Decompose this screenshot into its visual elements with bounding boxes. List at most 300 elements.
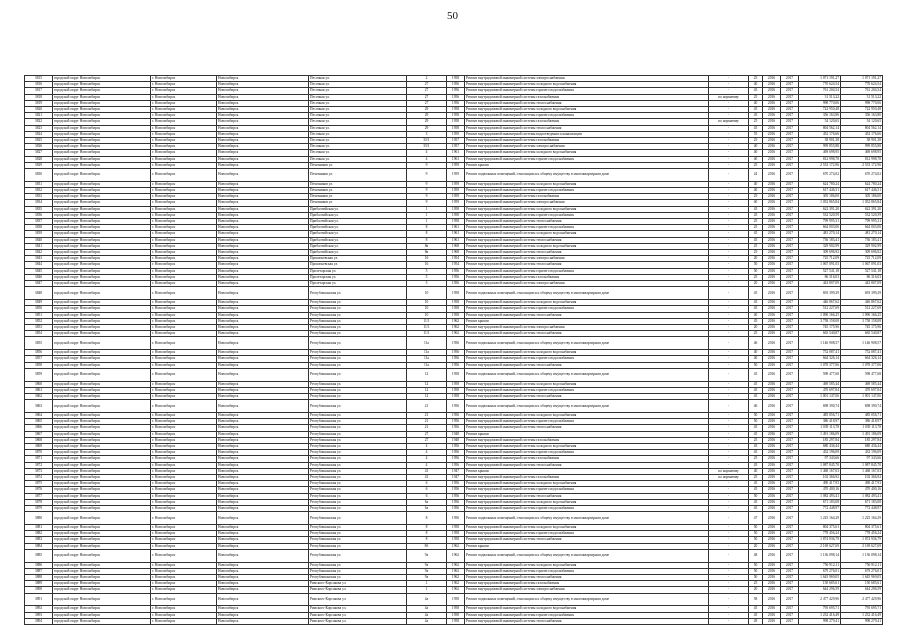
end-year: 2017 — [781, 131, 799, 137]
end-year: 2017 — [781, 481, 799, 487]
total-cost: 812 998,78 — [841, 156, 883, 162]
build-year: 1958 — [447, 524, 465, 530]
cost: 622 391,20 — [799, 206, 841, 212]
municipality: городской округ Новосибирск — [53, 131, 151, 137]
end-year: 2017 — [781, 188, 799, 194]
locality: Новосибирск — [217, 593, 309, 606]
table-row — [25, 368, 883, 381]
cost: 1 052 865,84 — [799, 200, 841, 206]
end-year: 2017 — [781, 206, 799, 212]
wear-percent: 25 — [749, 456, 763, 462]
end-year: 2017 — [781, 225, 799, 231]
table-row — [25, 119, 883, 125]
settlement: г. Новосибирск — [151, 468, 217, 474]
wear-percent: 25 — [749, 119, 763, 125]
row-number: 3848 — [25, 287, 53, 300]
street: Республиканская ул. — [309, 368, 407, 381]
table-row — [25, 549, 883, 562]
end-year: 2017 — [781, 381, 799, 387]
row-number: 3854 — [25, 331, 53, 337]
municipality: городской округ Новосибирск — [53, 169, 151, 182]
row-number: 3820 — [25, 107, 53, 113]
settlement: г. Новосибирск — [151, 100, 217, 106]
cost: 1 039 113,78 — [799, 425, 841, 431]
cost: 1 874 936,79 — [799, 537, 841, 543]
settlement: г. Новосибирск — [151, 612, 217, 618]
municipality: городской округ Новосибирск — [53, 524, 151, 530]
start-year: 2016 — [763, 419, 781, 425]
row-number: 3870 — [25, 450, 53, 456]
settlement: г. Новосибирск — [151, 524, 217, 530]
norm-value: - — [709, 300, 749, 306]
settlement: г. Новосибирск — [151, 462, 217, 468]
street: Республиканская ул. — [309, 393, 407, 399]
municipality: городской округ Новосибирск — [53, 94, 151, 100]
house-number: 2 — [407, 76, 447, 82]
table-row — [25, 393, 883, 399]
wear-percent: 45 — [749, 287, 763, 300]
wear-percent: 45 — [749, 606, 763, 612]
house-number: 29 — [407, 125, 447, 131]
wear-percent: 25 — [749, 243, 763, 249]
street: Прибалтийская ул. — [309, 225, 407, 231]
row-number: 3835 — [25, 206, 53, 212]
table-row — [25, 487, 883, 493]
norm-value: - — [709, 331, 749, 337]
work-type: Ремонт внутридомовой инженерной системы водоотведения и канализации — [465, 131, 709, 137]
row-number: 3882 — [25, 531, 53, 537]
total-cost: 693 399,29 — [841, 287, 883, 300]
house-number: 9 — [407, 200, 447, 206]
build-year: 1962 — [447, 587, 465, 593]
wear-percent: 45 — [749, 393, 763, 399]
build-year: 1958 — [447, 306, 465, 312]
row-number: 3855 — [25, 337, 53, 350]
house-number: 9 — [407, 194, 447, 200]
cost: 761 204,54 — [799, 88, 841, 94]
cost: 31 513,22 — [799, 94, 841, 100]
table-row — [25, 281, 883, 287]
total-cost: 598 477,68 — [841, 368, 883, 381]
wear-percent: 20 — [749, 587, 763, 593]
end-year: 2017 — [781, 612, 799, 618]
settlement: г. Новосибирск — [151, 593, 217, 606]
build-year: 1956 — [447, 362, 465, 368]
settlement: г. Новосибирск — [151, 350, 217, 356]
total-cost: 532 520,59 — [841, 212, 883, 218]
locality: Новосибирск — [217, 362, 309, 368]
table-row — [25, 237, 883, 243]
total-cost: 795 695,71 — [841, 606, 883, 612]
municipality: городской округ Новосибирск — [53, 250, 151, 256]
end-year: 2017 — [781, 505, 799, 511]
municipality: городской округ Новосибирск — [53, 499, 151, 505]
municipality: городской округ Новосибирск — [53, 437, 151, 443]
cost: 598 477,68 — [799, 368, 841, 381]
street: Республиканская ул. — [309, 362, 407, 368]
build-year: 1961 — [447, 231, 465, 237]
settlement: г. Новосибирск — [151, 144, 217, 150]
end-year: 2017 — [781, 82, 799, 88]
municipality: городской округ Новосибирск — [53, 156, 151, 162]
municipality: городской округ Новосибирск — [53, 300, 151, 306]
work-type: Ремонт внутридомовой инженерной системы горячего водоснабжения — [465, 225, 709, 231]
start-year: 2016 — [763, 481, 781, 487]
municipality: городской округ Новосибирск — [53, 219, 151, 225]
house-number: 8в — [407, 243, 447, 249]
settlement: г. Новосибирск — [151, 262, 217, 268]
locality: Новосибирск — [217, 431, 309, 437]
locality: Новосибирск — [217, 125, 309, 131]
row-number: 3832 — [25, 188, 53, 194]
cost: 329 902,99 — [799, 243, 841, 249]
end-year: 2017 — [781, 462, 799, 468]
work-type: Ремонт внутридомовой инженерной системы теплоснабжения — [465, 312, 709, 318]
row-number: 3873 — [25, 468, 53, 474]
wear-percent: 55 — [749, 131, 763, 137]
row-number: 3822 — [25, 119, 53, 125]
table-row — [25, 206, 883, 212]
end-year: 2017 — [781, 125, 799, 131]
end-year: 2017 — [781, 262, 799, 268]
start-year: 2016 — [763, 144, 781, 150]
table-row — [25, 243, 883, 249]
municipality: городской округ Новосибирск — [53, 76, 151, 82]
locality: Новосибирск — [217, 462, 309, 468]
table-row — [25, 169, 883, 182]
settlement: г. Новосибирск — [151, 568, 217, 574]
build-year: 1958 — [447, 612, 465, 618]
work-type: Ремонт внутридомовой инженерной системы газоснабжения — [465, 94, 709, 100]
build-year: 1957 — [447, 138, 465, 144]
table-row — [25, 318, 883, 324]
start-year: 2016 — [763, 237, 781, 243]
settlement: г. Новосибирск — [151, 437, 217, 443]
street: Республиканская ул. — [309, 381, 407, 387]
house-number: 1 — [407, 206, 447, 212]
house-number: 8 — [407, 512, 447, 525]
row-number: 3816 — [25, 82, 53, 88]
municipality: городской округ Новосибирск — [53, 237, 151, 243]
norm-value: - — [709, 212, 749, 218]
end-year: 2017 — [781, 107, 799, 113]
work-type: Ремонт внутридомовой инженерной системы теплоснабжения — [465, 362, 709, 368]
street: Прибалтийская ул. — [309, 250, 407, 256]
street: Республиканская ул. — [309, 450, 407, 456]
settlement: г. Новосибирск — [151, 219, 217, 225]
work-type: Ремонт внутридомовой инженерной системы теплоснабжения — [465, 262, 709, 268]
start-year: 2016 — [763, 393, 781, 399]
total-cost: 309 696,92 — [841, 250, 883, 256]
house-number: 41 — [407, 468, 447, 474]
total-cost: 680 436,44 — [841, 443, 883, 449]
house-number: 1 — [407, 219, 447, 225]
house-number: 29 — [407, 107, 447, 113]
wear-percent: 45 — [749, 481, 763, 487]
locality: Новосибирск — [217, 156, 309, 162]
start-year: 2016 — [763, 443, 781, 449]
street: Республиканская ул. — [309, 574, 407, 580]
house-number: 6а — [407, 505, 447, 511]
settlement: г. Новосибирск — [151, 493, 217, 499]
house-number: 29 — [407, 119, 447, 125]
work-type: Ремонт внутридомовой инженерной системы горячего водоснабжения — [465, 568, 709, 574]
municipality: городской округ Новосибирск — [53, 100, 151, 106]
total-cost: 470 697,84 — [841, 387, 883, 393]
end-year: 2017 — [781, 156, 799, 162]
end-year: 2017 — [781, 318, 799, 324]
build-year: 1956 — [447, 350, 465, 356]
total-cost: 490 417,93 — [841, 481, 883, 487]
house-number: 11а — [407, 350, 447, 356]
work-type: Ремонт внутридомовой инженерной системы теплоснабжения — [465, 537, 709, 543]
wear-percent: 20 — [749, 324, 763, 330]
wear-percent: 45 — [749, 107, 763, 113]
build-year: 1959 — [447, 162, 465, 168]
municipality: городской округ Новосибирск — [53, 512, 151, 525]
norm-value: - — [709, 194, 749, 200]
cost: 665 540,87 — [799, 331, 841, 337]
street: Песочная ул. — [309, 113, 407, 119]
total-cost: 1 071 191,27 — [841, 76, 883, 82]
total-cost: 356 163,86 — [841, 113, 883, 119]
start-year: 2016 — [763, 381, 781, 387]
row-number: 3872 — [25, 462, 53, 468]
house-number: 9а — [407, 568, 447, 574]
street: Республиканская ул. — [309, 431, 407, 437]
end-year: 2017 — [781, 474, 799, 480]
street: Республиканская ул. — [309, 487, 407, 493]
work-type: Ремонт внутридомовой инженерной системы холодного водоснабжения — [465, 499, 709, 505]
end-year: 2017 — [781, 606, 799, 612]
start-year: 2016 — [763, 113, 781, 119]
locality: Новосибирск — [217, 113, 309, 119]
house-number: 3 — [407, 131, 447, 137]
street: Песочная ул. — [309, 119, 407, 125]
start-year: 2016 — [763, 287, 781, 300]
start-year: 2016 — [763, 300, 781, 306]
cost: 745 175,96 — [799, 324, 841, 330]
row-number: 3884 — [25, 543, 53, 549]
norm-value: - — [709, 487, 749, 493]
house-number: 8б — [407, 543, 447, 549]
row-number: 3852 — [25, 318, 53, 324]
start-year: 2016 — [763, 162, 781, 168]
row-number: 3839 — [25, 231, 53, 237]
house-number: 8 — [407, 524, 447, 530]
build-year: 1956 — [447, 88, 465, 94]
municipality: городской округ Новосибирск — [53, 225, 151, 231]
municipality: городской округ Новосибирск — [53, 125, 151, 131]
cost: 795 695,71 — [799, 606, 841, 612]
cost: 664 003,06 — [799, 225, 841, 231]
wear-percent: 45 — [749, 431, 763, 437]
end-year: 2017 — [781, 581, 799, 587]
work-type: Ремонт внутридомовой инженерной системы теплоснабжения — [465, 493, 709, 499]
wear-percent: 25 — [749, 274, 763, 280]
wear-percent: 40 — [749, 468, 763, 474]
build-year: 1958 — [447, 312, 465, 318]
row-number: 3869 — [25, 443, 53, 449]
settlement: г. Новосибирск — [151, 113, 217, 119]
cost: 1 082 493,41 — [799, 493, 841, 499]
norm-value: - — [709, 131, 749, 137]
wear-percent: 40 — [749, 144, 763, 150]
locality: Новосибирск — [217, 524, 309, 530]
total-cost: 1 090 166,25 — [841, 312, 883, 318]
house-number: 12 — [407, 368, 447, 381]
norm-value: - — [709, 200, 749, 206]
build-year: 1956 — [447, 419, 465, 425]
house-number: 8 — [407, 225, 447, 231]
cost: 679 276,01 — [799, 568, 841, 574]
cost: 644 296,59 — [799, 587, 841, 593]
settlement: г. Новосибирск — [151, 287, 217, 300]
build-year: 1956 — [447, 456, 465, 462]
wear-percent: 40 — [749, 200, 763, 206]
end-year: 2017 — [781, 237, 799, 243]
work-type: Ремонт крыши — [465, 468, 709, 474]
start-year: 2016 — [763, 331, 781, 337]
settlement: г. Новосибирск — [151, 194, 217, 200]
total-cost: 446 867,62 — [841, 300, 883, 306]
table-row — [25, 499, 883, 505]
settlement: г. Новосибирск — [151, 474, 217, 480]
table-row — [25, 250, 883, 256]
cost: 1 645 969,05 — [799, 574, 841, 580]
settlement: г. Новосибирск — [151, 119, 217, 125]
wear-percent: 45 — [749, 487, 763, 493]
locality: Новосибирск — [217, 499, 309, 505]
work-type: Ремонт внутридомовой инженерной системы холодного водоснабжения — [465, 107, 709, 113]
start-year: 2016 — [763, 131, 781, 137]
house-number: 8в — [407, 250, 447, 256]
municipality: городской округ Новосибирск — [53, 443, 151, 449]
municipality: городской округ Новосибирск — [53, 306, 151, 312]
row-number: 3861 — [25, 387, 53, 393]
work-type: Ремонт внутридомовой инженерной системы холодного водоснабжения — [465, 231, 709, 237]
start-year: 2016 — [763, 268, 781, 274]
wear-percent: 20 — [749, 543, 763, 549]
street: Республиканская ул. — [309, 456, 407, 462]
work-type: Ремонт внутридомовой инженерной системы газоснабжения — [465, 581, 709, 587]
wear-percent: 45 — [749, 306, 763, 312]
work-type: Ремонт подвальных помещений, относящихся к общему имуществу в многоквартирном доме — [465, 287, 709, 300]
build-year: 1956 — [447, 400, 465, 413]
end-year: 2017 — [781, 100, 799, 106]
street: Песочная ул. — [309, 100, 407, 106]
start-year: 2016 — [763, 362, 781, 368]
build-year: 1956 — [447, 443, 465, 449]
municipality: городской округ Новосибирск — [53, 381, 151, 387]
total-cost: 1 225 164,29 — [841, 512, 883, 525]
table-row — [25, 212, 883, 218]
wear-percent: 25 — [749, 162, 763, 168]
norm-value: - — [709, 419, 749, 425]
norm-value: - — [709, 138, 749, 144]
work-type: Ремонт подвальных помещений, относящихся к общему имуществу в многоквартирном доме — [465, 549, 709, 562]
work-type: Ремонт внутридомовой инженерной системы газоснабжения — [465, 274, 709, 280]
municipality: городской округ Новосибирск — [53, 425, 151, 431]
house-number: 29 — [407, 113, 447, 119]
row-number: 3857 — [25, 356, 53, 362]
house-number: 27 — [407, 100, 447, 106]
build-year: 1959 — [447, 188, 465, 194]
row-number: 3856 — [25, 350, 53, 356]
municipality: городской округ Новосибирск — [53, 350, 151, 356]
cost: 452 176,66 — [799, 131, 841, 137]
end-year: 2017 — [781, 368, 799, 381]
settlement: г. Новосибирск — [151, 412, 217, 418]
norm-value: - — [709, 324, 749, 330]
settlement: г. Новосибирск — [151, 400, 217, 413]
locality: Новосибирск — [217, 400, 309, 413]
build-year: 1958 — [447, 537, 465, 543]
locality: Новосибирск — [217, 231, 309, 237]
cost: 998 770,06 — [799, 100, 841, 106]
total-cost: 329 902,99 — [841, 243, 883, 249]
municipality: городской округ Новосибирск — [53, 487, 151, 493]
locality: Новосибирск — [217, 250, 309, 256]
end-year: 2017 — [781, 231, 799, 237]
municipality: городской округ Новосибирск — [53, 562, 151, 568]
start-year: 2016 — [763, 356, 781, 362]
house-number: 1 — [407, 581, 447, 587]
norm-value: - — [709, 387, 749, 393]
cost: 664 326,14 — [799, 356, 841, 362]
norm-value: - — [709, 512, 749, 525]
wear-percent: 45 — [749, 231, 763, 237]
street: Пролетарская ул. — [309, 281, 407, 287]
wear-percent: 50 — [749, 362, 763, 368]
end-year: 2017 — [781, 268, 799, 274]
house-number: 21 — [407, 400, 447, 413]
street: Пролетарская ул. — [309, 268, 407, 274]
table-row — [25, 512, 883, 525]
end-year: 2017 — [781, 493, 799, 499]
row-number: 3847 — [25, 281, 53, 287]
locality: Новосибирск — [217, 368, 309, 381]
start-year: 2016 — [763, 581, 781, 587]
norm-value: - — [709, 587, 749, 593]
locality: Новосибирск — [217, 412, 309, 418]
start-year: 2016 — [763, 225, 781, 231]
total-cost: 470 400,16 — [841, 487, 883, 493]
row-number: 3824 — [25, 131, 53, 137]
settlement: г. Новосибирск — [151, 169, 217, 182]
total-cost: 386 418,97 — [841, 419, 883, 425]
total-cost: 1 001 147,06 — [841, 393, 883, 399]
municipality: городской округ Новосибирск — [53, 474, 151, 480]
wear-percent: 45 — [749, 206, 763, 212]
end-year: 2017 — [781, 443, 799, 449]
cost: 150 685,61 — [799, 581, 841, 587]
row-number: 3837 — [25, 219, 53, 225]
work-type: Ремонт внутридомовой инженерной системы горячего водоснабжения — [465, 306, 709, 312]
municipality: городской округ Новосибирск — [53, 362, 151, 368]
build-year: 1958 — [447, 593, 465, 606]
locality: Новосибирск — [217, 119, 309, 125]
build-year: 1958 — [447, 119, 465, 125]
total-cost: 1 136 098,14 — [841, 549, 883, 562]
table-row — [25, 505, 883, 511]
settlement: г. Новосибирск — [151, 131, 217, 137]
municipality: городской округ Новосибирск — [53, 456, 151, 462]
cost: 671 183,08 — [799, 499, 841, 505]
street: Республиканская ул. — [309, 443, 407, 449]
end-year: 2017 — [781, 419, 799, 425]
wear-percent: 40 — [749, 356, 763, 362]
